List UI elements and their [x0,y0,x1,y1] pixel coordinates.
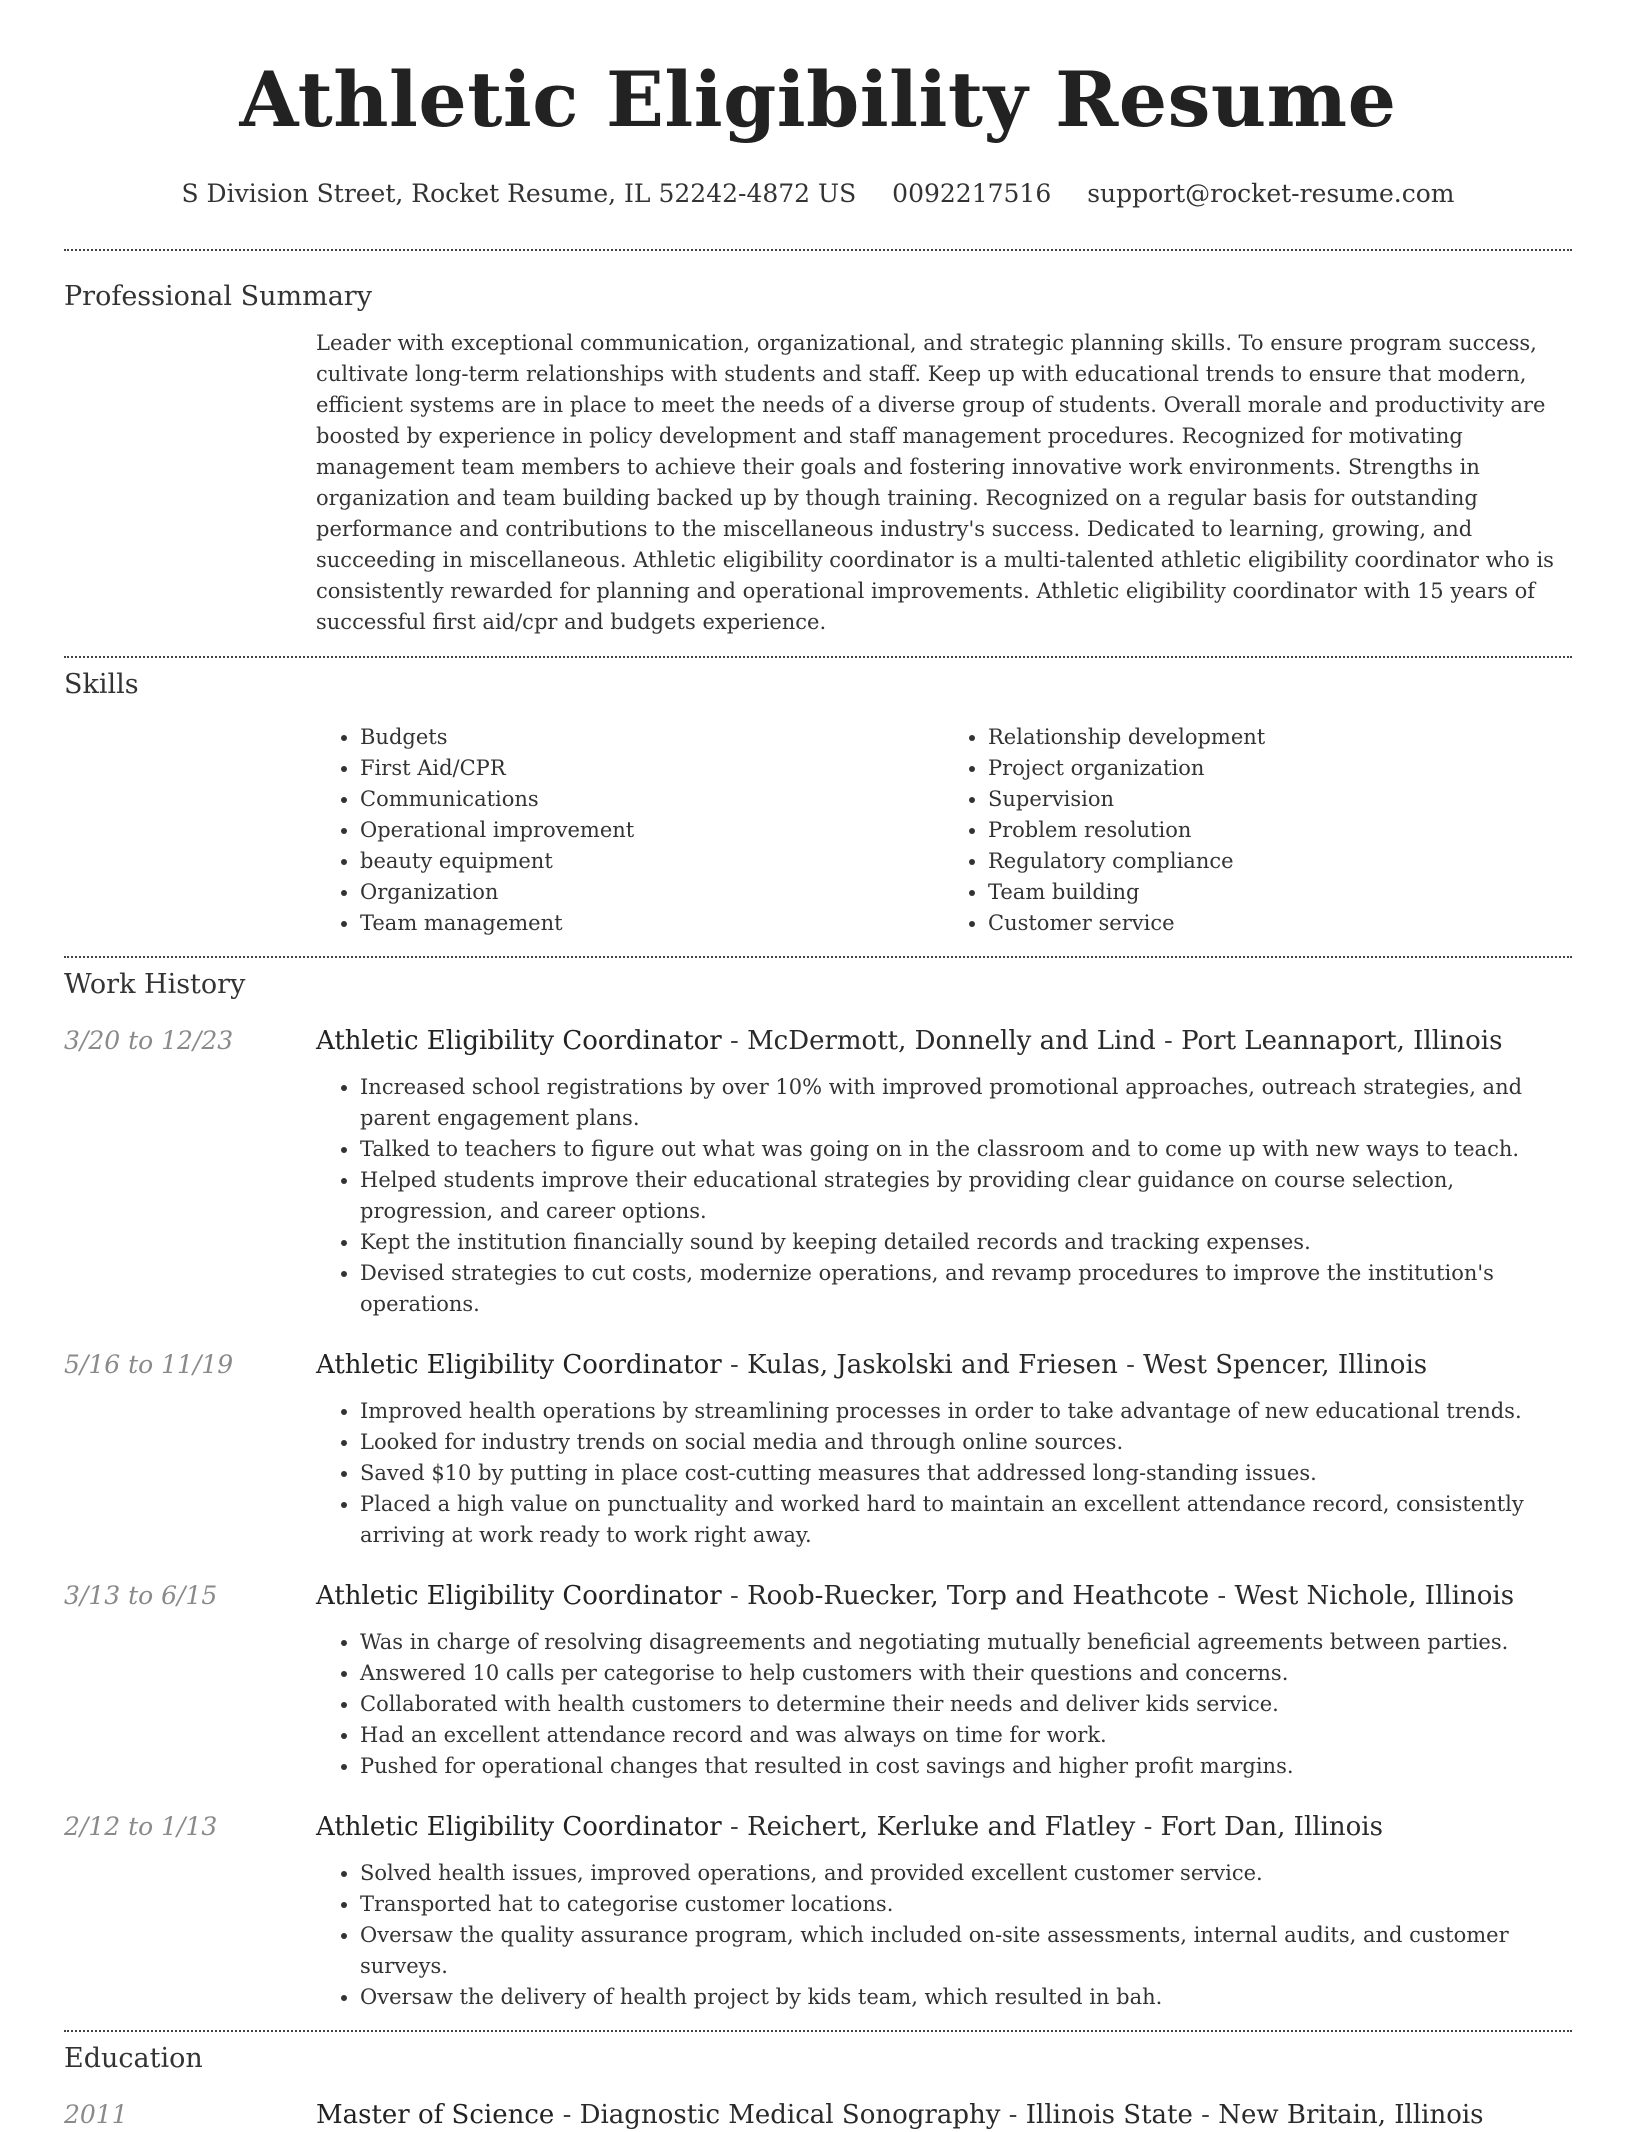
job-bullet: • Talked to teachers to figure out what was going on in the classroom and to come up with new ways to teach. [360,1134,1572,1165]
job-bullet: • Saved $10 by putting in place cost-cutting measures that addressed long-standing issues. [360,1458,1572,1489]
job-dates: 5/16 to 11/19 [64,1350,234,1379]
skills-columns [316,722,1572,939]
job-bullets [316,1072,1572,1320]
job-bullets [316,1627,1572,1782]
job-location: Fort Dan, Illinois [1160,1812,1383,1842]
job-entry [64,1579,1572,1782]
skill-item: • Organization [360,877,944,908]
resume-title: Athletic Eligibility Resume [239,55,1397,144]
job-location: Port Leannaport, Illinois [1181,1026,1503,1056]
skill-item: • Project organization [988,753,1572,784]
job-bullet: • Helped students improve their educational strategies by providing clear guidance on course selection, progression, and career options. [360,1165,1572,1227]
separator: - [721,1812,748,1842]
job-bullet: • Solved health issues, improved operations, and provided excellent customer service. [360,1858,1572,1889]
skills-list-right [944,722,1572,939]
skill-item: • Team management [360,908,944,939]
job-location: West Spencer, Illinois [1143,1350,1428,1380]
summary-section [64,251,1572,638]
separator: - [1209,1581,1235,1611]
separator: - [1192,2100,1219,2130]
job-entry [64,1810,1572,2013]
skills-list-left [316,722,944,939]
job-bullet: • Placed a high value on punctuality and worked hard to maintain an excellent attendance record, consistently arriving at work ready to work right away. [360,1489,1572,1551]
education-entry [64,2098,1572,2132]
job-entry [64,1024,1572,1320]
skills-section [64,658,1572,939]
education-location: New Britain, Illinois [1218,2100,1484,2130]
skill-item: • beauty equipment [360,846,944,877]
job-bullet: • Collaborated with health customers to determine their needs and deliver kids service. [360,1689,1572,1720]
skill-item: • Customer service [988,908,1572,939]
separator: - [721,1026,748,1056]
education-year: 2011 [64,2100,128,2129]
contact-address: S Division Street, Rocket Resume, IL 52242-4872 US [181,179,857,208]
job-company: Roob-Ruecker, Torp and Heathcote [747,1581,1210,1611]
education-field: Diagnostic Medical Sonography [579,2100,1001,2130]
skill-item: • Relationship development [988,722,1572,753]
education-title [316,2098,1572,2132]
job-dates: 3/13 to 6/15 [64,1581,218,1610]
job-role: Athletic Eligibility Coordinator [316,1026,722,1056]
job-bullet: • Was in charge of resolving disagreements and negotiating mutually beneficial agreements between parties. [360,1627,1572,1658]
summary-heading: Professional Summary [64,281,372,312]
contact-email[interactable]: support@rocket-resume.com [1087,179,1455,208]
summary-text: Leader with exceptional communication, organizational, and strategic planning skills. To ensure program success, cultivate long-term relationships with students and staff. Keep up with educational trends to ensure that modern, efficient systems are in place to meet the needs of a diverse group of students. Overall morale and productivity are boosted by experience in policy development and staff management procedures. Recognized for motivating management team members to achieve their goals and fostering innovative work environments. Strengths in organization and team building backed up by though training. Recognized on a regular basis for outstanding performance and contributions to the miscellaneous industry's success. Dedicated to learning, growing, and succeeding in miscellaneous. Athletic eligibility coordinator is a multi-talented athletic eligibility coordinator who is consistently rewarded for planning and operational improvements. Athletic eligibility coordinator with 15 years of successful first aid/cpr and budgets experience. [316,331,1554,634]
job-company: Reichert, Kerluke and Flatley [747,1812,1136,1842]
separator: - [1135,1812,1161,1842]
separator: - [554,2100,580,2130]
job-bullet: • Answered 10 calls per categorise to help customers with their questions and concerns. [360,1658,1572,1689]
job-role: Athletic Eligibility Coordinator [316,1350,722,1380]
job-role: Athletic Eligibility Coordinator [316,1812,722,1842]
job-dates: 2/12 to 1/13 [64,1812,218,1841]
job-company: McDermott, Donnelly and Lind [747,1026,1156,1056]
work-heading: Work History [64,969,246,1000]
separator: - [1155,1026,1182,1056]
contact-line [64,178,1572,210]
job-list [64,1024,1572,2013]
skill-item: • Team building [988,877,1572,908]
skill-item: • Communications [360,784,944,815]
skill-item: • Budgets [360,722,944,753]
job-title [316,1579,1572,1613]
separator: - [1000,2100,1026,2130]
skill-item: • Regulatory compliance [988,846,1572,877]
education-section [64,2032,1572,2132]
skill-item: • First Aid/CPR [360,753,944,784]
job-bullet: • Oversaw the quality assurance program, which included on-site assessments, internal audits, and customer surveys. [360,1920,1572,1982]
job-location: West Nichole, Illinois [1234,1581,1515,1611]
job-title [316,1810,1572,1844]
separator: - [721,1350,748,1380]
skill-item: • Supervision [988,784,1572,815]
job-role: Athletic Eligibility Coordinator [316,1581,722,1611]
job-bullets [316,1396,1572,1551]
education-heading: Education [64,2043,203,2074]
job-bullet: • Increased school registrations by over 10% with improved promotional approaches, outreach strategies, and parent engagement plans. [360,1072,1572,1134]
job-bullet: • Devised strategies to cut costs, modernize operations, and revamp procedures to improve the institution's operations. [360,1258,1572,1320]
job-bullet: • Transported hat to categorise customer locations. [360,1889,1572,1920]
skills-heading: Skills [64,669,139,700]
job-title [316,1024,1572,1058]
separator: - [721,1581,748,1611]
job-bullet: • Improved health operations by streamlining processes in order to take advantage of new educational trends. [360,1396,1572,1427]
job-dates: 3/20 to 12/23 [64,1026,234,1055]
skill-item: • Problem resolution [988,815,1572,846]
job-entry [64,1348,1572,1551]
contact-phone: 0092217516 [892,179,1052,208]
job-bullet: • Oversaw the delivery of health project by kids team, which resulted in bah. [360,1982,1572,2013]
job-bullet: • Pushed for operational changes that resulted in cost savings and higher profit margins. [360,1751,1572,1782]
job-bullet: • Kept the institution financially sound by keeping detailed records and tracking expenses. [360,1227,1572,1258]
resume-page [64,0,1572,2132]
job-bullet: • Looked for industry trends on social media and through online sources. [360,1427,1572,1458]
education-degree: Master of Science [316,2100,555,2130]
job-bullets [316,1858,1572,2013]
education-school: Illinois State [1025,2100,1193,2130]
job-title [316,1348,1572,1382]
job-company: Kulas, Jaskolski and Friesen [747,1350,1118,1380]
work-section [64,958,1572,2013]
separator: - [1117,1350,1144,1380]
skill-item: • Operational improvement [360,815,944,846]
job-bullet: • Had an excellent attendance record and was always on time for work. [360,1720,1572,1751]
